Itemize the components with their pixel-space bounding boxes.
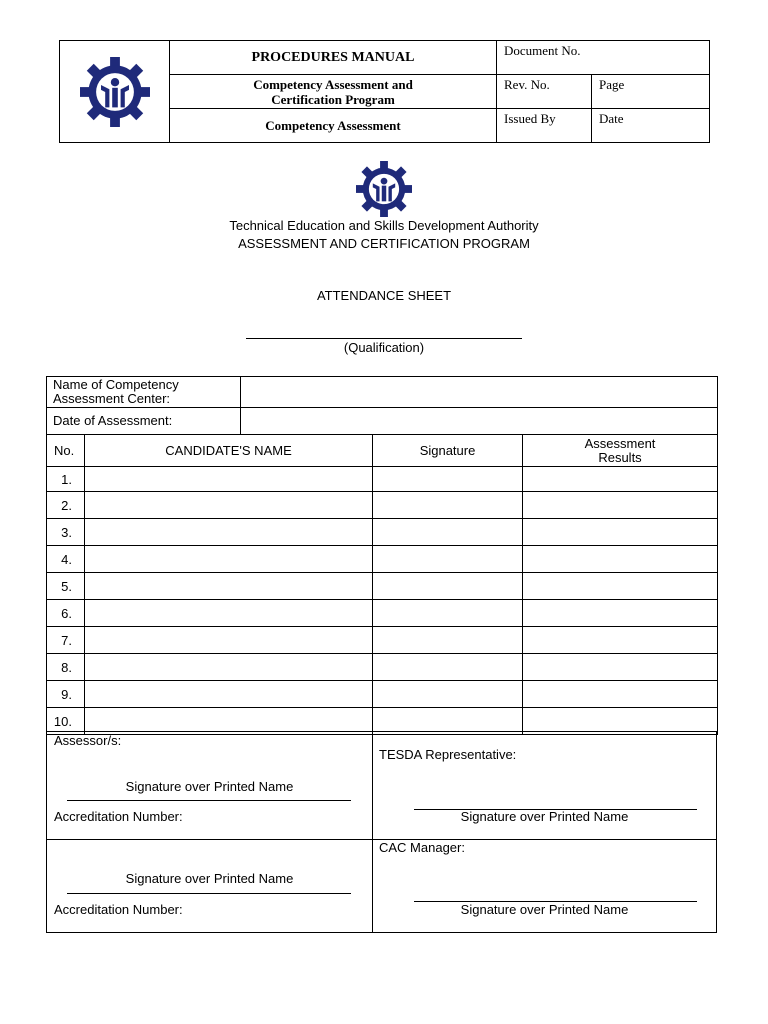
center-label: Name of Competency Assessment Center: [47,377,241,408]
cac-manager-label: CAC Manager: [379,840,465,855]
signature-cell[interactable] [373,600,523,627]
row-number: 9. [47,681,85,708]
tesda-rep-box [372,731,717,840]
org-name: Technical Education and Skills Development Authority [229,218,539,233]
signature-cell[interactable] [373,627,523,654]
assessment-result-cell[interactable] [523,546,718,573]
candidate-name-cell[interactable] [85,467,373,492]
qualification-line[interactable] [246,338,522,339]
assessment-result-cell[interactable] [523,492,718,519]
row-number: 2. [47,492,85,519]
table-row [47,681,718,708]
table-row [47,492,718,519]
row-number: 5. [47,573,85,600]
assessor-box-1 [46,731,373,840]
assessor-signature-line[interactable] [67,800,351,801]
assessment-result-cell[interactable] [523,467,718,492]
candidate-name-cell[interactable] [85,654,373,681]
col-header-assessment-results-text: Assessment Results [584,435,656,465]
candidate-name-cell[interactable] [85,519,373,546]
tesda-rep-label: TESDA Representative: [379,747,517,762]
table-row [47,519,718,546]
cac-manager-box [372,839,717,933]
signature-cell[interactable] [373,492,523,519]
date-label: Date [592,109,710,143]
attendance-table [46,376,718,735]
header-program [170,75,497,109]
signature-cell[interactable] [373,519,523,546]
row-number: 3. [47,519,85,546]
col-header-no: No. [47,435,85,467]
row-number: 10. [47,708,85,735]
table-row [47,546,718,573]
col-header-candidate-name: CANDIDATE'S NAME [85,435,373,467]
assessment-result-cell[interactable] [523,654,718,681]
table-row [47,627,718,654]
accreditation-2-label: Accreditation Number: [54,902,183,917]
assessment-result-cell[interactable] [523,627,718,654]
date-of-assessment-label: Date of Assessment: [47,408,241,435]
candidate-name-cell[interactable] [85,600,373,627]
row-number: 8. [47,654,85,681]
tesda-rep-signature-label: Signature over Printed Name [460,809,629,824]
cac-manager-signature-label: Signature over Printed Name [460,902,629,917]
candidate-name-cell[interactable] [85,573,373,600]
candidate-name-cell[interactable] [85,546,373,573]
sheet-title: ATTENDANCE SHEET [316,288,452,303]
signature-cell[interactable] [373,654,523,681]
row-number: 4. [47,546,85,573]
assessor-2-signature-label: Signature over Printed Name [125,871,294,886]
document-no-label: Document No. [497,41,710,75]
rev-no-label: Rev. No. [497,75,592,109]
qualification-label: (Qualification) [343,340,425,355]
row-number: 1. [47,467,85,492]
signature-cell[interactable] [373,546,523,573]
date-of-assessment-field[interactable] [241,408,718,435]
assessment-result-cell[interactable] [523,519,718,546]
col-header-signature: Signature [373,435,523,467]
table-row [47,573,718,600]
center-value-field[interactable] [241,377,718,408]
assessment-result-cell[interactable] [523,573,718,600]
assessment-result-cell[interactable] [523,681,718,708]
header-logo-cell [60,41,170,143]
center-logo [356,161,412,217]
assessor-signature-label: Signature over Printed Name [125,779,294,794]
assessor-box-2 [46,839,373,933]
row-number: 7. [47,627,85,654]
header-table [59,40,710,143]
row-number: 6. [47,600,85,627]
signature-cell[interactable] [373,467,523,492]
tesda-logo-icon [80,57,150,127]
page-label: Page [592,75,710,109]
col-header-assessment-results [523,435,718,467]
assessor-label: Assessor/s: [54,733,122,748]
header-section: Competency Assessment [170,109,497,143]
assessment-result-cell[interactable] [523,600,718,627]
org-program: ASSESSMENT AND CERTIFICATION PROGRAM [238,236,530,251]
table-row [47,654,718,681]
candidate-name-cell[interactable] [85,681,373,708]
table-row [47,600,718,627]
candidate-name-cell[interactable] [85,627,373,654]
signature-cell[interactable] [373,681,523,708]
tesda-logo-icon [356,161,412,217]
issued-by-label: Issued By [497,109,592,143]
signature-cell[interactable] [373,573,523,600]
accreditation-label: Accreditation Number: [54,809,183,824]
header-program-text: Competency Assessment and Certification Program [253,76,413,107]
candidate-name-cell[interactable] [85,492,373,519]
assessor-2-signature-line[interactable] [67,893,351,894]
table-row [47,467,718,492]
header-title: PROCEDURES MANUAL [170,41,497,75]
